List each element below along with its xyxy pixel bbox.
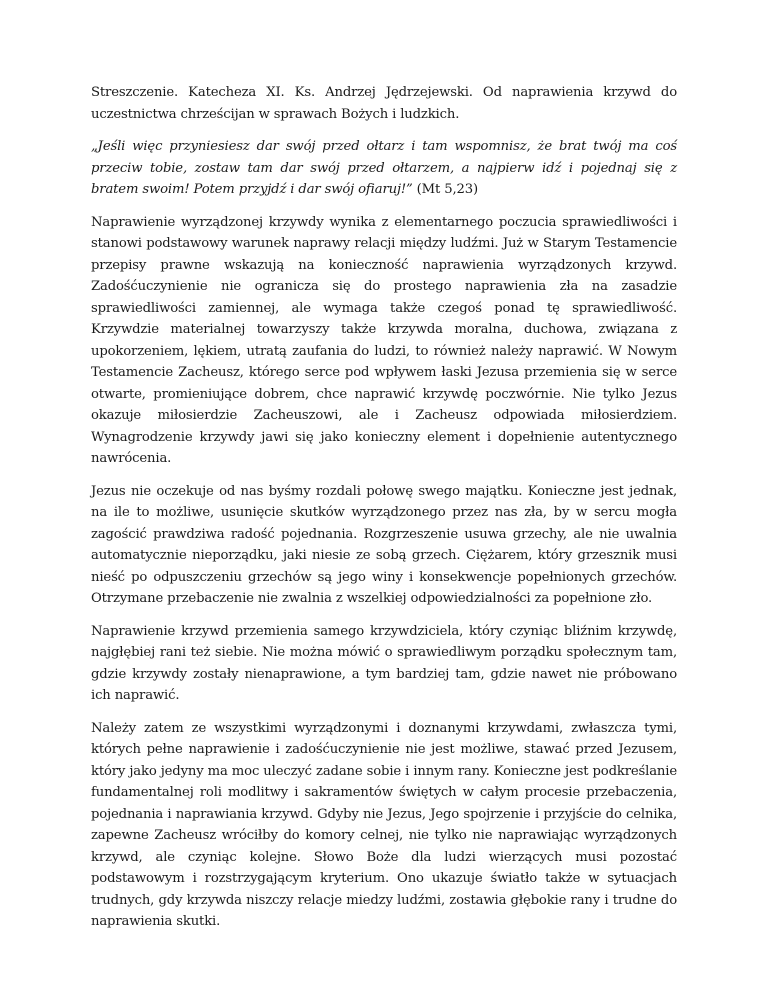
quote-text: „Jeśli więc przyniesiesz dar swój przed ołtarz i tam wspomnisz, że brat twój ma coś przeciw tobie, zostaw tam dar swój przed ołtarzem, a najpierw idź i pojednaj się z bratem swoim! Potem przyjdź i dar swój ofiaruj!” (91, 139, 677, 197)
paragraph-4: Należy zatem ze wszystkimi wyrządzonymi i doznanymi krzywdami, zwłaszcza tymi, których pełne naprawienie i zadośćuczynienie nie jest możliwe, stawać przed Jezusem, który jako jedyny ma moc uleczyć zadane sobie i innym rany. Konieczne jest podkreślanie fundamentalnej roli modlitwy i sakramentów świętych w całym procesie przebaczenia, pojednania i naprawiania krzywd. Gdyby nie Jezus, Jego spojrzenie i przyjście do celnika, zapewne Zacheusz wróciłby do komory celnej, nie tylko nie naprawiając wyrządzonych krzywd, ale czyniąc kolejne. Słowo Boże dla ludzi wierzących musi pozostać podstawowym i rozstrzygającym kryterium. Ono ukazuje światło także w sytuacjach trudnych, gdy krzywda niszczy relacje miedzy ludźmi, zostawia głębokie rany i trudne do naprawienia skutki. (91, 720, 677, 929)
document-page (91, 82, 677, 944)
document-title: Streszczenie. Katecheza XI. Ks. Andrzej Jędrzejewski. Od naprawienia krzywd do uczestnictwa chrześcijan w sprawach Bożych i ludzkich. (91, 85, 677, 122)
paragraph-2: Jezus nie oczekuje od nas byśmy rozdali połowę swego majątku. Konieczne jest jednak, na ile to możliwe, usunięcie skutków wyrządzonego przez nas zła, by w sercu mogła zagościć prawdziwa radość pojednania. Rozgrzeszenie usuwa grzechy, ale nie uwalnia automatycznie nieporządku, jaki niesie ze sobą grzech. Ciężarem, który grzesznik musi nieść po odpuszczeniu grzechów są jego winy i konsekwencje popełnionych grzechów. Otrzymane przebaczenie nie zwalnia z wszelkiej odpowiedzialności za popełnione zło. (91, 483, 677, 606)
paragraph-1: Naprawienie wyrządzonej krzywdy wynika z elementarnego poczucia sprawiedliwości i stanowi podstawowy warunek naprawy relacji między ludźmi. Już w Starym Testamencie przepisy prawne wskazują na konieczność naprawienia wyrządzonych krzywd. Zadośćuczynienie nie ogranicza się do prostego naprawienia zła na zasadzie sprawiedliwości zamiennej, ale wymaga także czegoś ponad tę sprawiedliwość. Krzywdzie materialnej towarzyszy także krzywda moralna, duchowa, związana z upokorzeniem, lękiem, utratą zaufania do ludzi, to również należy naprawić. W Nowym Testamencie Zacheusz, którego serce pod wpływem łaski Jezusa przemienia się w serce otwarte, promieniujące dobrem, chce naprawić krzywdę poczwórnie. Nie tylko Jezus okazuje miłosierdzie Zacheuszowi, ale i Zacheusz odpowiada miłosierdziem. Wynagrodzenie krzywdy jawi się jako konieczny element i dopełnienie autentycznego nawrócenia. (91, 214, 677, 466)
quote-reference: (Mt 5,23) (412, 182, 478, 197)
paragraph-3: Naprawienie krzywd przemienia samego krzywdziciela, który czyniąc bliźnim krzywdę, najgłębiej rani też siebie. Nie można mówić o sprawiedliwym porządku społecznym tam, gdzie krzywdy zostały nienaprawione, a tym bardziej tam, gdzie nawet nie próbowano ich naprawić. (91, 623, 677, 703)
bible-quote (91, 136, 677, 201)
